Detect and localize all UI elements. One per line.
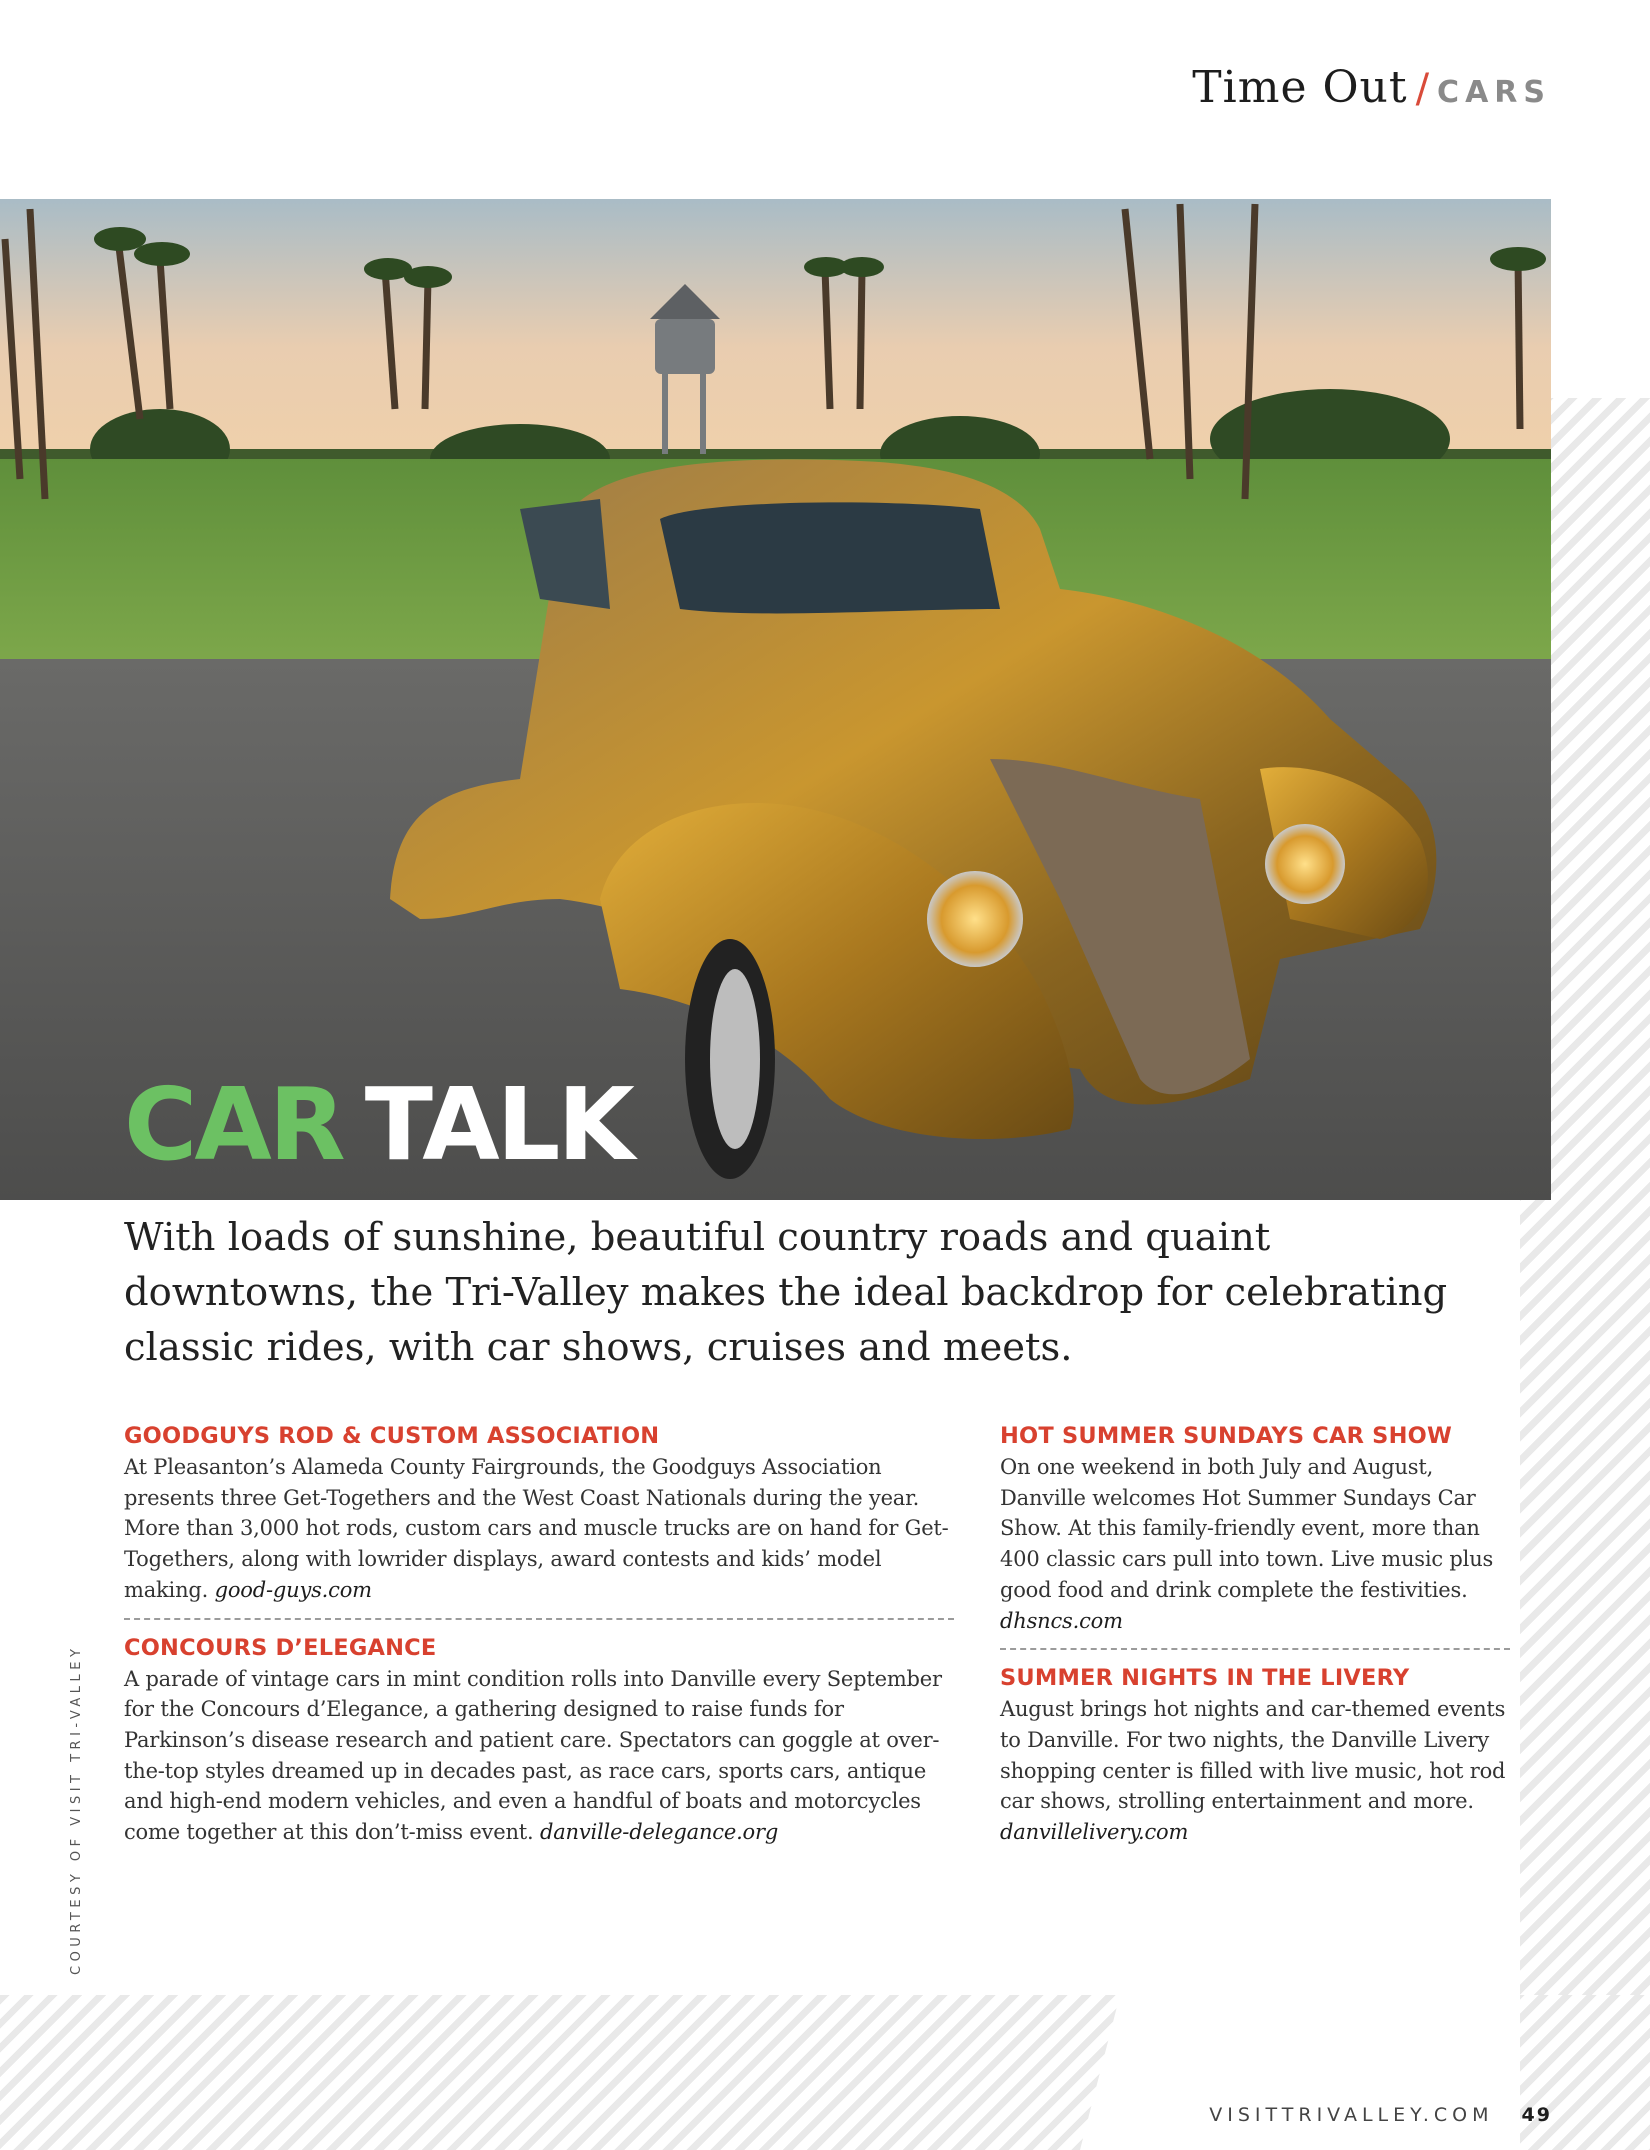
event-description xyxy=(124,1664,954,1848)
event-heading: GOODGUYS ROD & CUSTOM ASSOCIATION xyxy=(124,1423,660,1449)
dashed-divider xyxy=(1000,1648,1510,1650)
section-header xyxy=(1192,62,1551,113)
footer-white-wedge xyxy=(1080,1995,1520,2150)
page-number: 49 xyxy=(1521,2104,1552,2126)
event-body: August brings hot nights and car-themed events to Danville. For two nights, the Danville Livery shopping center is filled with live music, hot rod car shows, strolling entertainment and more. xyxy=(1000,1697,1506,1814)
header-separator: / xyxy=(1415,66,1430,112)
section-title: Time Out xyxy=(1192,62,1408,113)
event-body: A parade of vintage cars in mint condition rolls into Danville every September for the Concours d’Elegance, a gathering designed to raise funds for Parkinson’s disease research and patient care. Spectators can goggle at over-the-top styles dreamed up in decades past, as race cars, sports cars, antique and high-end modern vehicles, and even a handful of boats and motorcycles come together at this don’t-miss event. xyxy=(124,1666,942,1845)
event-heading: SUMMER NIGHTS IN THE LIVERY xyxy=(1000,1665,1410,1692)
event-body: At Pleasanton’s Alameda County Fairgrounds, the Goodguys Association presents three Get-Togethers and the West Coast Nationals during the year. More than 3,000 hot rods, custom cars and muscle trucks are on hand for Get-Togethers, along with lowrider displays, award contests and kids’ model making. xyxy=(124,1455,949,1602)
event-entry xyxy=(124,1632,954,1848)
feature-title-word-2: TALK xyxy=(364,1066,632,1183)
dashed-divider xyxy=(124,1618,954,1620)
event-heading: HOT SUMMER SUNDAYS CAR SHOW xyxy=(1000,1423,1452,1449)
left-column xyxy=(124,1420,954,1848)
event-url[interactable]: good-guys.com xyxy=(214,1577,372,1602)
event-description xyxy=(1000,1452,1510,1636)
hero-photo xyxy=(0,199,1551,1200)
page-footer xyxy=(1209,2104,1552,2126)
event-url[interactable]: dhsncs.com xyxy=(1000,1608,1123,1633)
right-column xyxy=(1000,1420,1510,1848)
event-body: On one weekend in both July and August, Danville welcomes Hot Summer Sundays Car Show. At this family-friendly event, more than 400 classic cars pull into town. Live music plus good food and drink complete the festivities. xyxy=(1000,1455,1494,1602)
photo-credit: COURTESY OF VISIT TRI-VALLEY xyxy=(69,1644,84,1975)
event-description xyxy=(1000,1694,1510,1848)
event-entry xyxy=(124,1420,954,1606)
intro-paragraph: With loads of sunshine, beautiful country roads and quaint downtowns, the Tri-Valley makes the ideal backdrop for celebrating classic rides, with car shows, cruises and meets. xyxy=(124,1215,1448,1370)
event-description xyxy=(124,1452,954,1606)
event-url[interactable]: danville-delegance.org xyxy=(539,1820,779,1845)
event-entry xyxy=(1000,1420,1510,1636)
section-subtitle: CARS xyxy=(1437,75,1551,110)
event-heading: CONCOURS D’ELEGANCE xyxy=(124,1634,437,1661)
feature-title xyxy=(124,1066,632,1183)
website-link[interactable]: VISITTRIVALLEY.COM xyxy=(1209,2104,1494,2126)
event-entry xyxy=(1000,1662,1510,1848)
feature-title-word-1: CAR xyxy=(124,1066,343,1183)
event-url[interactable]: danvillelivery.com xyxy=(1000,1820,1189,1845)
